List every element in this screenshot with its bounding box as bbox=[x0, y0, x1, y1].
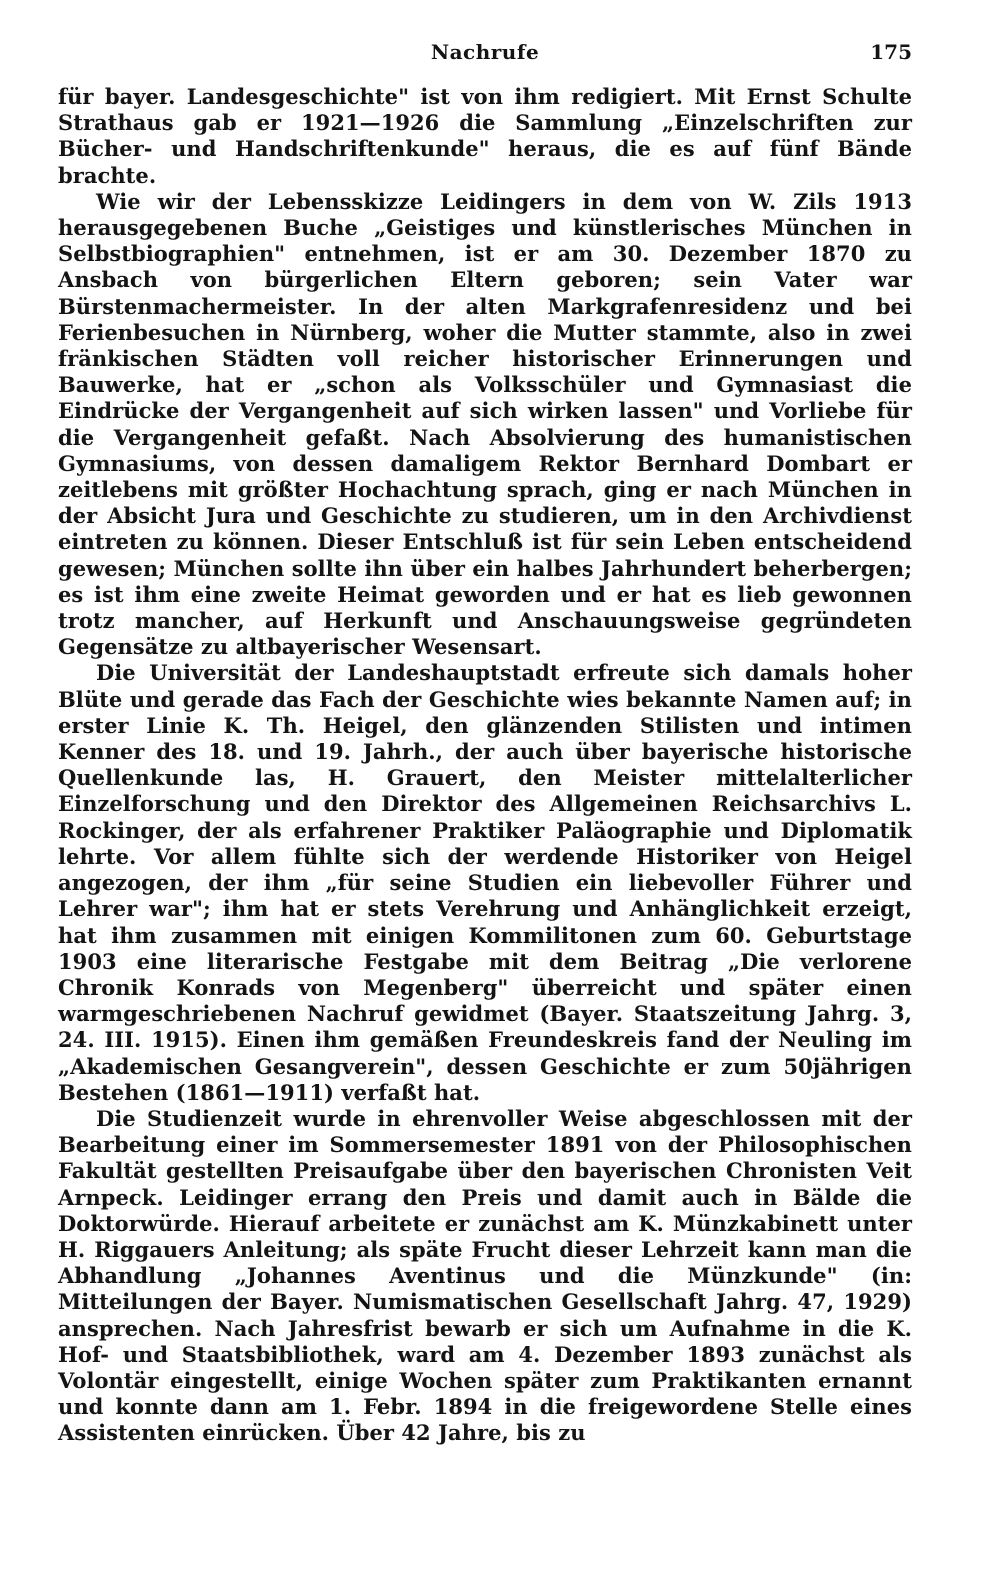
paragraph-continuation: für bayer. Landesgeschichte" ist von ihm redigiert. Mit Ernst Schulte Strathaus gab er 1921—1926 die Sammlung „Einzelschriften zur Bücher- und Handschriftenkunde" heraus, die es auf fünf Bände brachte. bbox=[58, 84, 912, 188]
paragraph-career: Die Studienzeit wurde in ehrenvoller Weise abgeschlossen mit der Bearbeitung einer im Sommersemester 1891 von der Philosophischen Fakultät gestellten Preisaufgabe über den bayerischen Chronisten Veit Arnpeck. Leidinger errang den Preis und damit auch in Bälde die Doktorwürde. Hierauf arbeitete er zunächst am K. Münzkabinett unter H. Riggauers Anleitung; als späte Frucht dieser Lehrzeit kann man die Abhandlung „Johannes Aventinus und die Münzkunde" (in: Mitteilungen der Bayer. Numismatischen Gesellschaft Jahrg. 47, 1929) ansprechen. Nach Jahresfrist bewarb er sich um Aufnahme in die K. Hof- und Staatsbibliothek, ward am 4. Dezember 1893 zunächst als Volontär eingestellt, einige Wochen später zum Praktikanten ernannt und konnte dann am 1. Febr. 1894 in die freigewordene Stelle eines Assistenten einrücken. Über 42 Jahre, bis zu bbox=[58, 1105, 912, 1446]
running-title: Nachrufe bbox=[430, 40, 540, 64]
paragraph-university: Die Universität der Landeshauptstadt erfreute sich damals hoher Blüte und gerade das Fach der Geschichte wies bekannte Namen auf; in erster Linie K. Th. Heigel, den glänzenden Stilisten und intimen Kenner des 18. und 19. Jahrh., der auch über bayerische historische Quellenkunde las, H. Grauert, den Meister mittelalterlicher Einzelforschung und den Direktor des Allgemeinen Reichsarchivs L. Rockinger, der als erfahrener Praktiker Paläographie und Diplomatik lehrte. Vor allem fühlte sich der werdende Historiker von Heigel angezogen, der ihm „für seine Studien ein liebevoller Führer und Lehrer war"; ihm hat er stets Verehrung und Anhänglichkeit erzeigt, hat ihm zusammen mit einigen Kommilitonen zum 60. Geburtstage 1903 eine literarische Festgabe mit dem Beitrag „Die verlorene Chronik Konrads von Megenberg" überreicht und später einen warmgeschriebenen Nachruf gewidmet (Bayer. Staatszeitung Jahrg. 3, 24. III. 1915). Einen ihm gemäßen Freundeskreis fand der Neuling im „Akademischen Gesangverein", dessen Geschichte er zum 50jährigen Bestehen (1861—1911) verfaßt hat. bbox=[58, 660, 912, 1105]
running-head bbox=[58, 40, 912, 84]
body-text bbox=[58, 84, 912, 1447]
paragraph-biography: Wie wir der Lebensskizze Leidingers in dem von W. Zils 1913 herausgegebenen Buche „Geistiges und künstlerisches München in Selbstbiographien" entnehmen, ist er am 30. Dezember 1870 zu Ansbach von bürgerlichen Eltern geboren; sein Vater war Bürstenmachermeister. In der alten Markgrafenresidenz und bei Ferienbesuchen in Nürnberg, woher die Mutter stammte, also in zwei fränkischen Städten voll reicher historischer Erinnerungen und Bauwerke, hat er „schon als Volksschüler und Gymnasiast die Eindrücke der Vergangenheit auf sich wirken lassen" und Vorliebe für die Vergangenheit gefaßt. Nach Absolvierung des humanistischen Gymnasiums, von dessen damaligem Rektor Bernhard Dombart er zeitlebens mit größter Hochachtung sprach, ging er nach München in der Absicht Jura und Geschichte zu studieren, um in den Archivdienst eintreten zu können. Dieser Entschluß ist für sein Leben entscheidend gewesen; München sollte ihn über ein halbes Jahrhundert beherbergen; es ist ihm eine zweite Heimat geworden und er hat es lieb gewonnen trotz mancher, auf Herkunft und Anschauungsweise gegründeten Gegensätze zu altbayerischer Wesensart. bbox=[58, 188, 912, 660]
book-page bbox=[58, 40, 912, 1447]
page-number: 175 bbox=[870, 40, 912, 64]
